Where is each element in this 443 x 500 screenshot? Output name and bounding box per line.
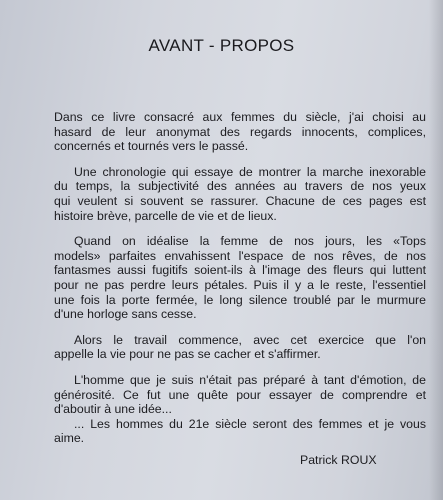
- paragraph-3: [54, 234, 426, 322]
- text-line: d'aboutir à une idée...: [54, 402, 172, 417]
- text-line: d'une horloge sans cesse.: [54, 307, 197, 322]
- text-line: fantasmes aussi fugitifs soient-ils à l'image des fleurs qui luttent: [54, 263, 426, 278]
- text-line: Une chronologie qui essaye de montrer la marche inexorable: [74, 164, 426, 179]
- text-line: hasard de leur anonymat des regards innocents, complices,: [54, 124, 426, 139]
- paragraph-5: [54, 373, 426, 417]
- text-line: Alors le travail commence, avec cet exercice que l'on: [74, 332, 426, 347]
- paragraph-2: [54, 165, 426, 223]
- paragraph-6: [54, 417, 426, 446]
- text-line: du temps, la subjectivité des années au travers de nos yeux: [54, 179, 426, 194]
- text-line: histoire brève, parcelle de vie et de lieux.: [54, 208, 277, 223]
- text-line: appelle la vie pour ne pas se cacher et s'affirmer.: [54, 347, 321, 362]
- body-text: [54, 110, 426, 457]
- text-line: models» parfaites envahissent l'espace de nos rêves, de nos: [54, 248, 426, 263]
- text-line: Quand on idéalise la femme de nos jours, les «Tops: [74, 234, 426, 249]
- text-line: générosité. Ce fut une quête pour essayer de comprendre et: [54, 387, 426, 402]
- text-line: qui veulent si souvent se rassurer. Chacune de ces pages est: [54, 193, 426, 208]
- signature: Patrick ROUX: [300, 453, 377, 467]
- paragraph-1: [54, 110, 426, 154]
- text-line: ... Les hommes du 21e siècle seront des femmes et je vous: [74, 416, 426, 431]
- text-line: Dans ce livre consacré aux femmes du siècle, j'ai choisi au: [54, 110, 426, 124]
- page-title: AVANT - PROPOS: [148, 36, 295, 55]
- text-line: concernés et tournés vers le passé.: [54, 139, 249, 154]
- text-line: L'homme que je suis n'était pas préparé à tant d'émotion, de: [74, 372, 426, 387]
- text-line: pour ne pas perdre leurs pétales. Puis il y a le reste, l'essentiel: [54, 277, 426, 292]
- text-line: une fois la porte fermée, le long silence troublé par le murmure: [54, 292, 426, 307]
- text-line: aime.: [54, 431, 85, 446]
- paragraph-4: [54, 333, 426, 362]
